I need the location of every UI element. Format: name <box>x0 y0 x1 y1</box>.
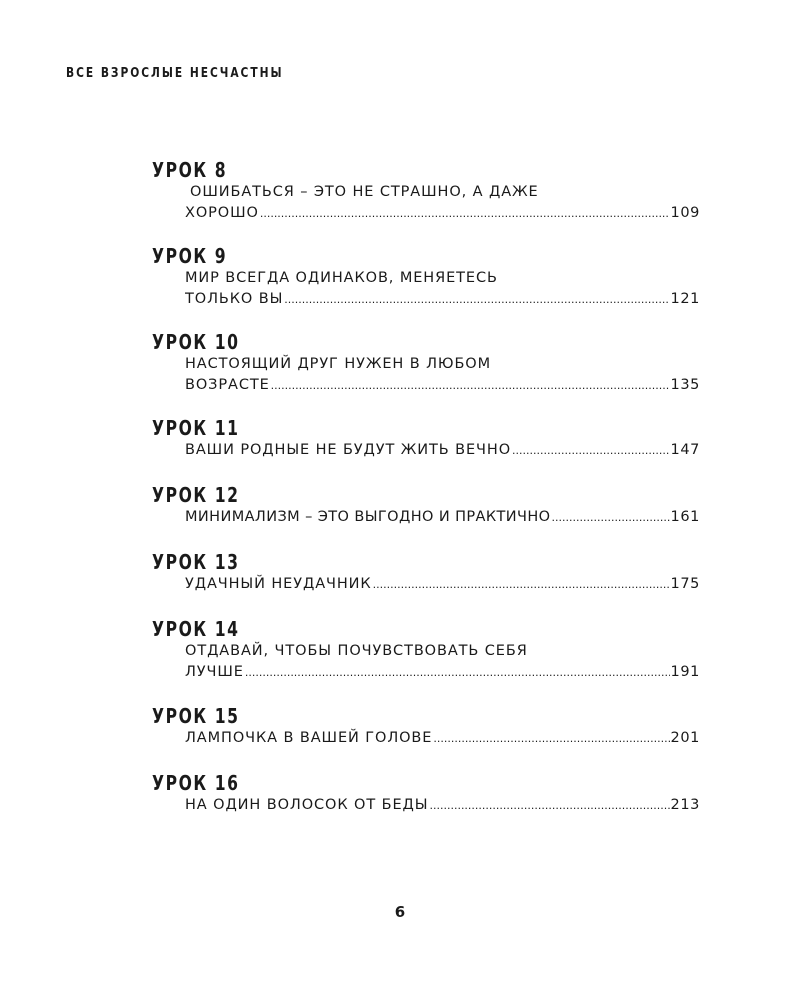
page-ref: 161 <box>670 509 700 525</box>
title-last-line <box>185 574 700 595</box>
toc-entry-title <box>185 574 700 595</box>
title-text: ТОЛЬКО ВЫ <box>185 291 284 307</box>
title-last-line <box>185 728 700 749</box>
lesson-label: УРОК 9 <box>152 244 228 268</box>
title-text: УДАЧНЫЙ НЕУДАЧНИК <box>185 576 372 592</box>
dot-leader <box>429 795 669 816</box>
title-text: ЛУЧШЕ <box>185 664 244 680</box>
page-ref: 147 <box>670 442 700 458</box>
title-last-line <box>185 507 700 528</box>
toc-entry-title <box>185 507 700 528</box>
dot-leader <box>433 728 669 749</box>
toc-entry <box>152 416 700 461</box>
page-ref: 135 <box>670 377 700 393</box>
title-last-line <box>185 203 700 224</box>
lesson-label: УРОК 16 <box>152 771 240 795</box>
page-ref: 121 <box>670 291 700 307</box>
toc-entry-title <box>185 641 700 683</box>
title-last-line <box>185 440 700 461</box>
dot-leader <box>271 375 670 396</box>
title-text: ВОЗРАСТЕ <box>185 377 270 393</box>
title-last-line <box>185 662 700 683</box>
lesson-label: УРОК 8 <box>152 158 228 182</box>
title-text: МИНИМАЛИЗМ – ЭТО ВЫГОДНО И ПРАКТИЧНО <box>185 509 551 525</box>
dot-leader <box>245 662 670 683</box>
title-text: ХОРОШО <box>185 205 259 221</box>
title-last-line <box>185 375 700 396</box>
toc-entry <box>152 617 700 683</box>
toc-entry <box>152 704 700 749</box>
page-ref: 175 <box>670 576 700 592</box>
running-head: ВСЕ ВЗРОСЛЫЕ НЕСЧАСТНЫ <box>66 66 284 81</box>
toc-entry <box>152 158 700 224</box>
dot-leader <box>373 574 670 595</box>
title-last-line <box>185 795 700 816</box>
title-line: ОШИБАТЬСЯ – ЭТО НЕ СТРАШНО, А ДАЖЕ <box>190 184 539 200</box>
lesson-label: УРОК 10 <box>152 330 240 354</box>
toc-entry <box>152 771 700 816</box>
toc-entry-title <box>185 728 700 749</box>
toc-entry-title <box>185 354 700 396</box>
dot-leader <box>260 203 670 224</box>
lesson-label: УРОК 13 <box>152 550 240 574</box>
page-ref: 109 <box>670 205 700 221</box>
page-ref: 213 <box>670 797 700 813</box>
title-text: НА ОДИН ВОЛОСОК ОТ БЕДЫ <box>185 797 429 813</box>
toc-entry-title <box>185 440 700 461</box>
toc-entry-title <box>185 182 700 224</box>
lesson-label: УРОК 15 <box>152 704 240 728</box>
dot-leader <box>512 440 670 461</box>
dot-leader <box>284 289 669 310</box>
toc-entry <box>152 550 700 595</box>
title-line: МИР ВСЕГДА ОДИНАКОВ, МЕНЯЕТЕСЬ <box>185 270 498 286</box>
lesson-label: УРОК 14 <box>152 617 240 641</box>
title-last-line <box>185 289 700 310</box>
page-ref: 191 <box>670 664 700 680</box>
page-number: 6 <box>394 903 406 921</box>
toc-entry-title <box>185 795 700 816</box>
title-line: ОТДАВАЙ, ЧТОБЫ ПОЧУВСТВОВАТЬ СЕБЯ <box>185 643 528 659</box>
title-text: ЛАМПОЧКА В ВАШЕЙ ГОЛОВЕ <box>185 730 433 746</box>
page-ref: 201 <box>670 730 700 746</box>
toc-entry <box>152 483 700 528</box>
toc-entry-title <box>185 268 700 310</box>
lesson-label: УРОК 11 <box>152 416 240 440</box>
toc-entry <box>152 330 700 396</box>
toc-entry <box>152 244 700 310</box>
dot-leader <box>552 507 670 528</box>
title-line: НАСТОЯЩИЙ ДРУГ НУЖЕН В ЛЮБОМ <box>185 356 492 372</box>
lesson-label: УРОК 12 <box>152 483 240 507</box>
title-text: ВАШИ РОДНЫЕ НЕ БУДУТ ЖИТЬ ВЕЧНО <box>185 442 512 458</box>
